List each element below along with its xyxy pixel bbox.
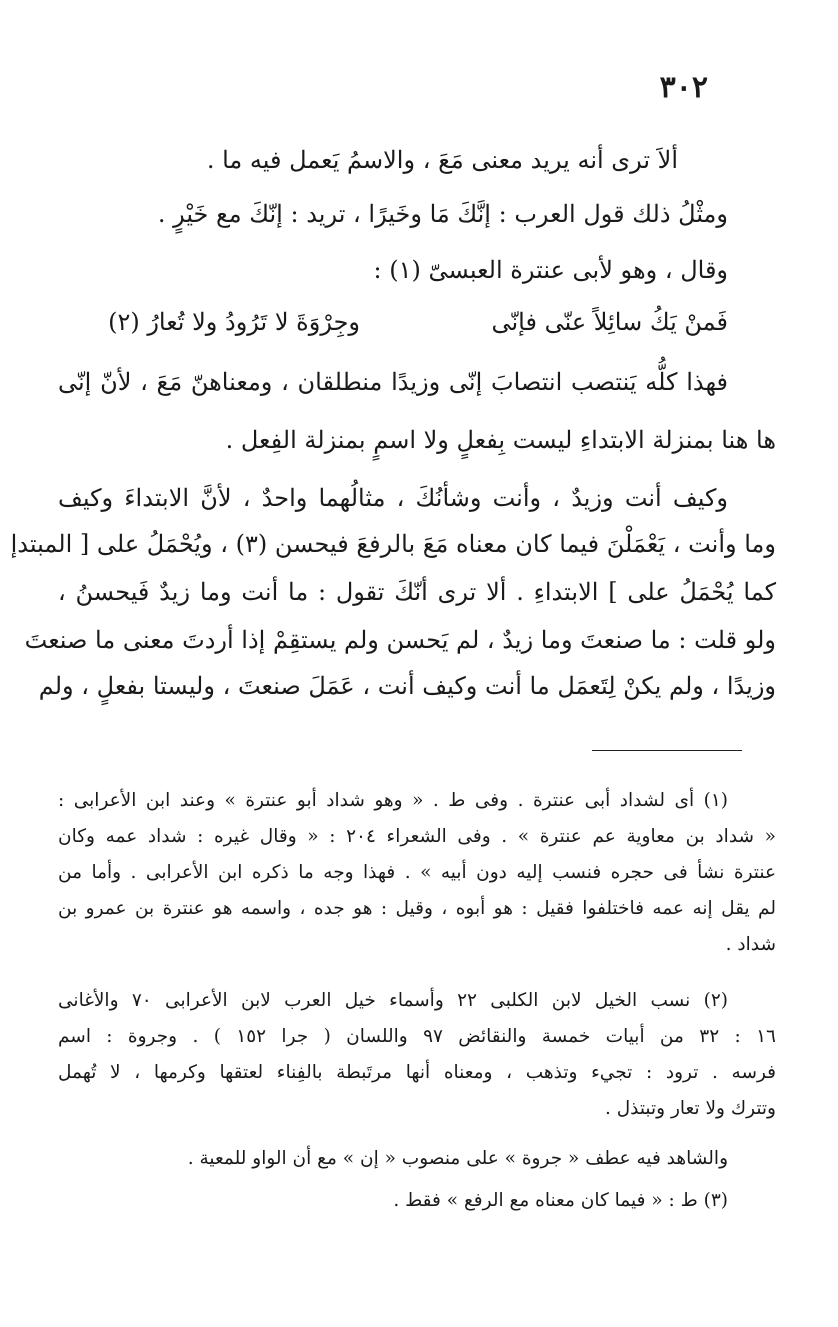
footnote-line: ١٦ : ٣٢ من أبيات خمسة والنقائض ٩٧ واللسان ( جرا ١٥٢ ) . وجروة : اسم [58,1026,776,1047]
paragraph-line: ولو قلت : ما صنعتَ وما زيدٌ ، لم يَحسن ولم يستقِمْ إذا أردتَ معنى ما صنعتَ [24,626,776,654]
footnote-3: (٣) ط : « فيما كان معناه مع الرفع » فقط . [393,1190,728,1211]
footnote-line: شداد . [725,934,776,955]
paragraph-line: كما يُحْمَلُ على ] الابتداءِ . ألا ترى أنّكَ تقول : ما أنت وما زيدٌ فَيحسنُ ، [58,578,776,606]
footnote-line: عنترة نشأ فى حجره فنسب إليه دون أبيه » . فهذا وجه ما ذكره ابن الأعرابى . وأما من [58,862,776,883]
footnote-line: (٢) نسب الخيل لابن الكلبى ٢٢ وأسماء خيل العرب لابن الأعرابى ٧٠ والأغانى [58,990,729,1011]
paragraph-line: وزيدًا ، ولم يكنْ لِتَعمَل ما أنت وكيف أنت ، عَمَلَ صنعتَ ، وليستا بفعلٍ ، ولم [38,672,776,700]
paragraph-line: وكيف أنت وزيدٌ ، وأنت وشأنُكَ ، مثالُهما واحدٌ ، لأنَّ الابتداءَ وكيف [58,484,728,512]
paragraph-line: ها هنا بمنزلة الابتداءِ ليست بِفعلٍ ولا اسمٍ بمنزلة الفِعل . [225,426,776,454]
footnote-line: « شداد بن معاوية عم عنترة » . وفى الشعراء ٢٠٤ : « وقال غيره : شداد عمه وكان [58,826,776,847]
paragraph-line: فهذا كلُّه يَنتصب انتصابَ إنّى وزيدًا منطلقان ، ومعناهنّ مَعَ ، لأنّ إنّى [58,368,728,396]
footnote-line: لم يقل إنه عمه فاختلفوا فقيل : هو أبوه ، وقيل : هو جده ، واسمه هو عنترة بن عمرو بن [58,898,776,919]
body-line-2: ومثْلُ ذلك قول العرب : إنَّكَ مَا وخَيرًا ، تريد : إنّكَ مع خَيْرٍ . [157,200,728,228]
verse-second-hemistich: وجِرْوَةَ لا تَرُودُ ولا تُعارُ (٢) [108,308,360,336]
body-line-3: وقال ، وهو لأبى عنترة العبسىّ (١) : [373,256,728,284]
footnote-separator [592,750,742,751]
page-number: ٣٠٢ [659,70,708,105]
body-line-1: ألاَ ترى أنه يريد معنى مَعَ ، والاسمُ يَعمل فيه ما . [206,146,678,174]
verse-first-hemistich: فَمنْ يَكُ سائِلاً عنّى فإنّى [491,308,728,336]
footnote-line: وتترك ولا تعار وتبتذل . [604,1098,776,1119]
footnote-line: (١) أى لشداد أبى عنترة . وفى ط . « وهو شداد أبو عنترة » وعند ابن الأعرابى : [58,790,728,811]
footnote-line: فرسه . ترود : تجيء وتذهب ، ومعناه أنها مرتَبطة بالفِناء لعتقها وكرمها ، لا تُهمل [58,1062,776,1083]
paragraph-line: وما وأنت ، يَعْمَلْنَ فيما كان معناه مَعَ بالرفعَ فيحسن (٣) ، ويُحْمَلُ على [ المبتدإ [10,530,776,558]
footnote-note: والشاهد فيه عطف « جروة » على منصوب « إن » مع أن الواو للمعية . [187,1148,728,1169]
